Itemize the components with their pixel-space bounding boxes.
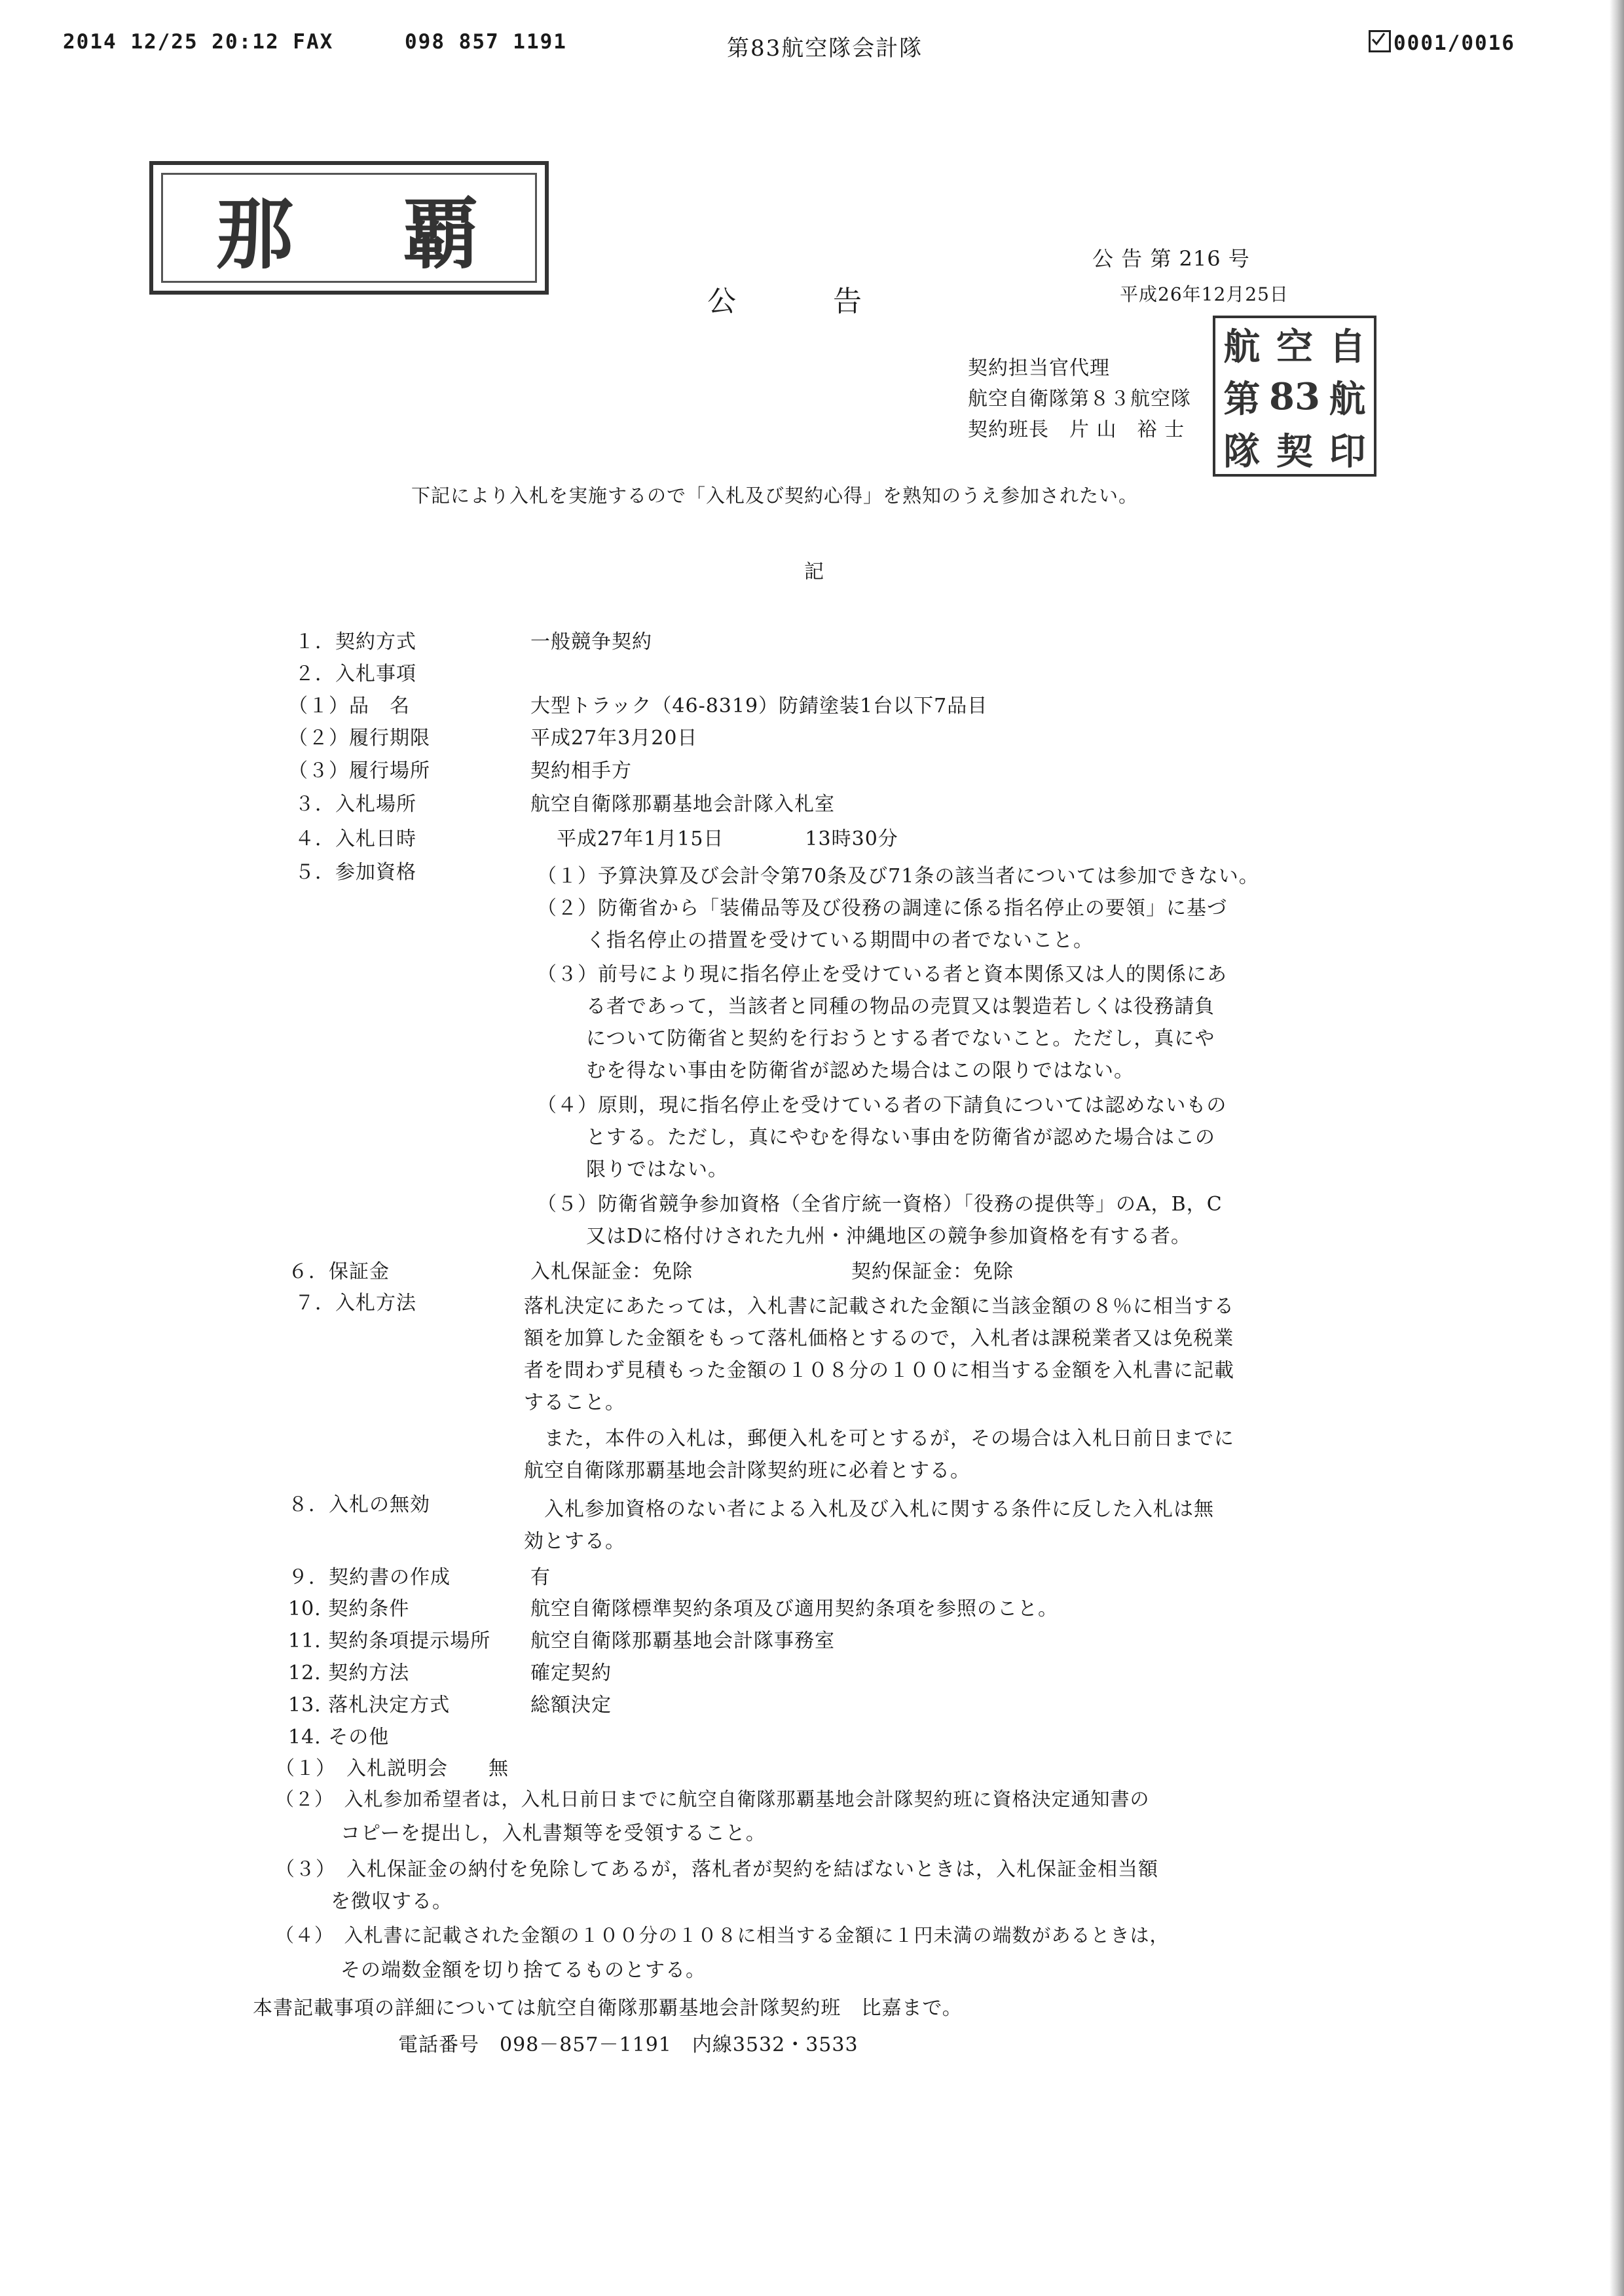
- item-label: ５．参加資格: [295, 861, 416, 884]
- seal-char: 航: [1223, 325, 1261, 369]
- guarantee-contract: 契約保証金：免除: [851, 1260, 1014, 1283]
- fax-sender: 第83航空隊会計隊: [727, 35, 923, 62]
- qualification-line: （３）前号により現に指名停止を受けている者と資本関係又は人的関係にあ: [537, 963, 1227, 986]
- issuer-line-2: 航空自衛隊第８３航空隊: [968, 388, 1191, 410]
- qualification-line: 又はDに格付けされた九州・沖縄地区の競争参加資格を有する者。: [586, 1225, 1192, 1248]
- contact-text: 本書記載事項の詳細については航空自衛隊那覇基地会計隊契約班 比嘉まで。: [253, 1997, 963, 2020]
- issuer-line-3: 契約班長 片 山 裕 士: [968, 418, 1185, 441]
- page-title: 公 告: [707, 285, 875, 318]
- item-value: 大型トラック（46-8319）防錆塗装1台以下7品目: [530, 695, 988, 718]
- other-line: （４） 入札書に記載された金額の１００分の１０８に相当する金額に１円未満の端数があるときは，: [275, 1924, 1170, 1946]
- item-value: 航空自衛隊標準契約条項及び適用契約条項を参照のこと。: [530, 1597, 1058, 1620]
- phone-text: 電話番号 098－857－1191 内線3532・3533: [398, 2033, 858, 2056]
- seal-char: 83: [1269, 375, 1320, 418]
- qualification-line: （１）予算決算及び会計令第70条及び71条の該当者については参加できない。: [537, 865, 1259, 888]
- bid-method-line: 額を加算した金額をもって落札価格とするので，入札者は課税業者又は免税業: [524, 1327, 1234, 1350]
- item-label: 13. 落札決定方式: [288, 1694, 451, 1717]
- other-line: （３） 入札保証金の納付を免除してあるが，落札者が契約を結ばないときは，入札保証金相当額: [275, 1858, 1158, 1881]
- notice-date: 平成26年12月25日: [1120, 283, 1289, 305]
- issuer-line-1: 契約担当官代理: [968, 357, 1110, 380]
- stamp-char-2: 覇: [401, 189, 482, 280]
- qualification-line: （５）防衛省競争参加資格（全省庁統一資格）「役務の提供等」のA，B，C: [537, 1193, 1223, 1216]
- qualification-line: とする。ただし，真にやむを得ない事由を防衛省が認めた場合はこの: [586, 1126, 1215, 1149]
- qualification-line: について防衛省と契約を行おうとする者でないこと。ただし，真にや: [586, 1027, 1215, 1050]
- guarantee-label: ６．保証金: [288, 1260, 390, 1283]
- other-line: その端数金額を切り捨てるものとする。: [341, 1959, 706, 1982]
- item-label: ２．入札事項: [295, 663, 416, 685]
- item-value: 航空自衛隊那覇基地会計隊事務室: [530, 1630, 835, 1652]
- item-value: 平成27年1月15日 13時30分: [557, 828, 898, 850]
- seal-char: 第: [1223, 378, 1261, 421]
- item-label: ４．入札日時: [295, 828, 416, 850]
- seal-char: 契: [1276, 430, 1313, 473]
- item-label: １．契約方式: [295, 630, 416, 653]
- invalid-line: 効とする。: [524, 1530, 625, 1553]
- item-value: 有: [530, 1566, 551, 1589]
- bid-method-line: 者を問わず見積もった金額の１０８分の１００に相当する金額を入札書に記載: [524, 1359, 1234, 1382]
- scan-edge: [1610, 0, 1624, 2296]
- bid-method-line: また，本件の入札は，郵便入札を可とするが，その場合は入札日前日までに: [524, 1427, 1234, 1450]
- bid-method-label: ７．入札方法: [295, 1292, 416, 1315]
- seal-char: 隊: [1223, 430, 1261, 473]
- item-value: 航空自衛隊那覇基地会計隊入札室: [530, 793, 835, 816]
- item-value: 平成27年3月20日: [530, 727, 698, 750]
- fax-phone: 098 857 1191: [405, 30, 567, 54]
- bid-method-line: 落札決定にあたっては，入札書に記載された金額に当該金額の８％に相当する: [524, 1295, 1234, 1318]
- item-label: （１）品 名: [288, 695, 410, 718]
- other-line: を徴収する。: [331, 1890, 452, 1913]
- item-label: ９．契約書の作成: [288, 1566, 451, 1589]
- item-label: 10. 契約条件: [288, 1597, 410, 1620]
- item-label: 12. 契約方法: [288, 1662, 410, 1685]
- fax-page-indicator: [1369, 30, 1515, 55]
- other-line: （２） 入札参加希望者は，入札日前日までに航空自衛隊那覇基地会計隊契約班に資格決定通知書の: [275, 1788, 1150, 1810]
- seal-char: 自: [1329, 325, 1366, 369]
- qualification-line: く指名停止の措置を受けている期間中の者でないこと。: [586, 929, 1094, 952]
- bid-method-line: 航空自衛隊那覇基地会計隊契約班に必着とする。: [524, 1459, 970, 1482]
- item-value: 確定契約: [530, 1662, 612, 1685]
- item-value: 一般競争契約: [530, 630, 652, 653]
- qualification-line: （４）原則，現に指名停止を受けている者の下請負については認めないもの: [537, 1094, 1227, 1117]
- guarantee-bid: 入札保証金：免除: [530, 1260, 693, 1283]
- seal-char: 航: [1329, 378, 1366, 421]
- stamp-char-1: 那: [215, 189, 296, 280]
- official-seal: [1213, 316, 1376, 477]
- seal-char: 印: [1329, 430, 1366, 473]
- fax-page: 0001/0016: [1393, 31, 1515, 55]
- item-label: （３）履行場所: [288, 759, 430, 782]
- invalid-label: ８．入札の無効: [288, 1493, 430, 1516]
- qualification-line: むを得ない事由を防衛省が認めた場合はこの限りではない。: [586, 1059, 1134, 1082]
- other-line: コピーを提出し，入札書類等を受領すること。: [341, 1822, 766, 1845]
- intro-text: 下記により入札を実施するので「入札及び契約心得」を熟知のうえ参加されたい。: [411, 484, 1139, 507]
- ki-heading: 記: [804, 560, 824, 583]
- item-label: ３．入札場所: [295, 793, 416, 816]
- seal-char: 空: [1276, 325, 1313, 369]
- bid-method-line: すること。: [524, 1391, 625, 1414]
- item-label: 14. その他: [288, 1726, 390, 1749]
- fax-check-icon: [1369, 30, 1391, 52]
- item-value: 契約相手方: [530, 759, 632, 782]
- other-line: （１） 入札説明会 無: [275, 1757, 509, 1780]
- notice-number: 公 告 第 216 号: [1092, 246, 1250, 271]
- qualification-line: る者であって，当該者と同種の物品の売買又は製造若しくは役務請負: [586, 995, 1215, 1018]
- invalid-line: 入札参加資格のない者による入札及び入札に関する条件に反した入札は無: [524, 1498, 1214, 1521]
- fax-datetime: 2014 12/25 20:12 FAX: [63, 30, 334, 54]
- qualification-line: 限りではない。: [586, 1158, 728, 1181]
- qualification-line: （２）防衛省から「装備品等及び役務の調達に係る指名停止の要領」に基づ: [537, 897, 1227, 920]
- item-value: 総額決定: [530, 1694, 612, 1717]
- naha-stamp: [149, 161, 549, 295]
- item-label: 11. 契約条項提示場所: [288, 1630, 491, 1652]
- item-label: （２）履行期限: [288, 727, 430, 750]
